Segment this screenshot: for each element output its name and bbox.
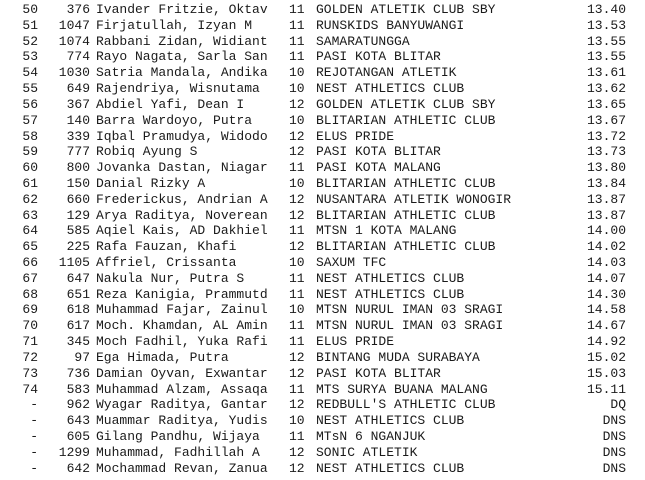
athlete-name-cell: Abdiel Yafi, Dean I [96, 96, 245, 112]
club-cell: GOLDEN ATLETIK CLUB SBY [316, 96, 496, 112]
result-row [0, 176, 645, 192]
grade-cell: 11 [289, 17, 305, 33]
place-cell: 61 [22, 175, 38, 191]
result-row [0, 81, 645, 97]
place-cell: 50 [22, 2, 38, 17]
grade-cell: 11 [289, 223, 305, 239]
result-row [0, 413, 645, 429]
club-cell: MTS SURYA BUANA MALANG [316, 381, 488, 397]
club-cell: ELUS PRIDE [316, 334, 395, 350]
athlete-name-cell: Jovanka Dastan, Niagar [96, 160, 268, 176]
time-cell: 15.02 [586, 349, 626, 365]
bib-cell: 649 [66, 81, 90, 97]
time-cell: 14.92 [586, 334, 626, 350]
athlete-name-cell: Barra Wardoyo, Putra [96, 112, 253, 128]
place-cell: 55 [22, 81, 38, 97]
grade-cell: 12 [289, 444, 305, 460]
time-cell: 14.02 [586, 239, 626, 255]
bib-cell: 777 [66, 144, 90, 160]
results-list [0, 2, 645, 476]
grade-cell: 11 [289, 49, 305, 65]
club-cell: NEST ATHLETICS CLUB [316, 460, 465, 476]
place-cell: 67 [22, 270, 38, 286]
grade-cell: 10 [289, 255, 305, 270]
grade-cell: 12 [289, 349, 305, 365]
grade-cell: 12 [289, 96, 305, 112]
time-cell: DNS [602, 444, 626, 460]
grade-cell: 12 [289, 144, 305, 160]
grade-cell: 11 [289, 286, 305, 302]
athlete-name-cell: Arya Raditya, Noverean [96, 207, 268, 223]
club-cell: RUNSKIDS BANYUWANGI [316, 17, 465, 33]
result-row [0, 34, 645, 50]
grade-cell: 11 [289, 428, 305, 444]
time-cell: 13.55 [586, 33, 626, 49]
club-cell: NUSANTARA ATLETIK WONOGIR [316, 191, 512, 207]
grade-cell: 12 [289, 239, 305, 255]
time-cell: 13.87 [586, 207, 626, 223]
grade-cell: 10 [289, 65, 305, 81]
athlete-name-cell: Reza Kanigia, Prammutd [96, 286, 268, 302]
result-row [0, 18, 645, 34]
place-cell: 71 [22, 334, 38, 350]
club-cell: BLITARIAN ATHLETIC CLUB [316, 112, 496, 128]
place-cell: 57 [22, 112, 38, 128]
athlete-name-cell: Rajendriya, Wisnutama [96, 81, 260, 97]
athlete-name-cell: Danial Rizky A [96, 175, 206, 191]
bib-cell: 150 [66, 175, 90, 191]
bib-cell: 140 [66, 112, 90, 128]
club-cell: BLITARIAN ATHLETIC CLUB [316, 207, 496, 223]
club-cell: NEST ATHLETICS CLUB [316, 270, 465, 286]
club-cell: REJOTANGAN ATLETIK [316, 65, 457, 81]
grade-cell: 12 [289, 191, 305, 207]
athlete-name-cell: Nakula Nur, Putra S [96, 270, 245, 286]
bib-cell: 736 [66, 365, 90, 381]
athlete-name-cell: Satria Mandala, Andika [96, 65, 268, 81]
athlete-name-cell: Muammar Raditya, Yudis [96, 413, 268, 429]
bib-cell: 129 [66, 207, 90, 223]
club-cell: MTSN NURUL IMAN 03 SRAGI [316, 302, 504, 318]
result-row [0, 350, 645, 366]
bib-cell: 225 [66, 239, 90, 255]
athlete-name-cell: Aqiel Kais, AD Dakhiel [96, 223, 268, 239]
club-cell: GOLDEN ATLETIK CLUB SBY [316, 2, 496, 17]
club-cell: NEST ATHLETICS CLUB [316, 81, 465, 97]
place-cell: - [30, 460, 38, 476]
club-cell: ELUS PRIDE [316, 128, 395, 144]
club-cell: REDBULL'S ATHLETIC CLUB [316, 397, 496, 413]
athlete-name-cell: Ivander Fritzie, Oktav [96, 2, 268, 17]
club-cell: BLITARIAN ATHLETIC CLUB [316, 175, 496, 191]
place-cell: 56 [22, 96, 38, 112]
grade-cell: 11 [289, 381, 305, 397]
bib-cell: 367 [66, 96, 90, 112]
place-cell: 51 [22, 17, 38, 33]
result-row [0, 366, 645, 382]
time-cell: 13.87 [586, 191, 626, 207]
result-row [0, 223, 645, 239]
time-cell: 14.30 [586, 286, 626, 302]
bib-cell: 647 [66, 270, 90, 286]
place-cell: 64 [22, 223, 38, 239]
place-cell: 63 [22, 207, 38, 223]
grade-cell: 12 [289, 397, 305, 413]
result-row [0, 255, 645, 271]
grade-cell: 11 [289, 318, 305, 334]
time-cell: 14.67 [586, 318, 626, 334]
athlete-name-cell: Muhammad Fajar, Zainul [96, 302, 268, 318]
club-cell: SAMARATUNGGA [316, 33, 410, 49]
result-row [0, 208, 645, 224]
place-cell: 52 [22, 33, 38, 49]
athlete-name-cell: Damian Oyvan, Exwantar [96, 365, 268, 381]
place-cell: 72 [22, 349, 38, 365]
place-cell: 59 [22, 144, 38, 160]
athlete-name-cell: Rabbani Zidan, Widiant [96, 33, 268, 49]
bib-cell: 585 [66, 223, 90, 239]
time-cell: 13.65 [586, 96, 626, 112]
bib-cell: 605 [66, 428, 90, 444]
grade-cell: 12 [289, 207, 305, 223]
time-cell: 15.11 [586, 381, 626, 397]
bib-cell: 97 [74, 349, 90, 365]
athlete-name-cell: Wyagar Raditya, Gantar [96, 397, 268, 413]
club-cell: BINTANG MUDA SURABAYA [316, 349, 480, 365]
grade-cell: 10 [289, 302, 305, 318]
club-cell: PASI KOTA BLITAR [316, 365, 441, 381]
place-cell: 60 [22, 160, 38, 176]
time-cell: 13.73 [586, 144, 626, 160]
time-cell: DNS [602, 460, 626, 476]
club-cell: BLITARIAN ATHLETIC CLUB [316, 239, 496, 255]
grade-cell: 10 [289, 413, 305, 429]
time-cell: 13.40 [586, 2, 626, 17]
grade-cell: 10 [289, 112, 305, 128]
result-row [0, 429, 645, 445]
grade-cell: 10 [289, 175, 305, 191]
bib-cell: 345 [66, 334, 90, 350]
grade-cell: 11 [289, 160, 305, 176]
bib-cell: 618 [66, 302, 90, 318]
time-cell: 14.07 [586, 270, 626, 286]
place-cell: 65 [22, 239, 38, 255]
bib-cell: 651 [66, 286, 90, 302]
time-cell: 14.00 [586, 223, 626, 239]
place-cell: 70 [22, 318, 38, 334]
grade-cell: 11 [289, 334, 305, 350]
result-row [0, 271, 645, 287]
time-cell: 13.62 [586, 81, 626, 97]
bib-cell: 376 [66, 2, 90, 17]
bib-cell: 1105 [58, 255, 90, 270]
grade-cell: 12 [289, 365, 305, 381]
bib-cell: 339 [66, 128, 90, 144]
athlete-name-cell: Moch Fadhil, Yuka Rafi [96, 334, 268, 350]
athlete-name-cell: Mochammad Revan, Zanua [96, 460, 268, 476]
place-cell: 53 [22, 49, 38, 65]
time-cell: DNS [602, 428, 626, 444]
result-row [0, 382, 645, 398]
club-cell: PASI KOTA BLITAR [316, 144, 441, 160]
club-cell: SONIC ATLETIK [316, 444, 418, 460]
result-row [0, 461, 645, 477]
grade-cell: 11 [289, 270, 305, 286]
bib-cell: 642 [66, 460, 90, 476]
grade-cell: 11 [289, 33, 305, 49]
result-row [0, 192, 645, 208]
place-cell: 69 [22, 302, 38, 318]
result-row [0, 334, 645, 350]
result-row [0, 97, 645, 113]
place-cell: 58 [22, 128, 38, 144]
club-cell: MTSN NURUL IMAN 03 SRAGI [316, 318, 504, 334]
place-cell: 68 [22, 286, 38, 302]
grade-cell: 11 [289, 2, 305, 17]
place-cell: - [30, 397, 38, 413]
time-cell: 13.84 [586, 175, 626, 191]
bib-cell: 774 [66, 49, 90, 65]
time-cell: 15.03 [586, 365, 626, 381]
time-cell: 13.72 [586, 128, 626, 144]
result-row [0, 287, 645, 303]
bib-cell: 660 [66, 191, 90, 207]
result-row [0, 65, 645, 81]
athlete-name-cell: Ega Himada, Putra [96, 349, 229, 365]
athlete-name-cell: Frederickus, Andrian A [96, 191, 268, 207]
club-cell: MTsN 6 NGANJUK [316, 428, 426, 444]
athlete-name-cell: Iqbal Pramudya, Widodo [96, 128, 268, 144]
result-row [0, 129, 645, 145]
place-cell: 74 [22, 381, 38, 397]
grade-cell: 12 [289, 128, 305, 144]
place-cell: 73 [22, 365, 38, 381]
time-cell: DNS [602, 413, 626, 429]
result-row [0, 318, 645, 334]
bib-cell: 1074 [58, 33, 90, 49]
bib-cell: 962 [66, 397, 90, 413]
time-cell: 14.58 [586, 302, 626, 318]
athlete-name-cell: Affriel, Crissanta [96, 255, 237, 270]
result-row [0, 160, 645, 176]
result-row [0, 113, 645, 129]
time-cell: 13.53 [586, 17, 626, 33]
club-cell: SAXUM TFC [316, 255, 387, 270]
bib-cell: 617 [66, 318, 90, 334]
bib-cell: 1030 [58, 65, 90, 81]
result-row [0, 302, 645, 318]
bib-cell: 800 [66, 160, 90, 176]
club-cell: NEST ATHLETICS CLUB [316, 286, 465, 302]
athlete-name-cell: Moch. Khamdan, AL Amin [96, 318, 268, 334]
athlete-name-cell: Firjatullah, Izyan M [96, 17, 253, 33]
result-row [0, 397, 645, 413]
bib-cell: 1047 [58, 17, 90, 33]
grade-cell: 10 [289, 81, 305, 97]
athlete-name-cell: Robiq Ayung S [96, 144, 198, 160]
place-cell: - [30, 444, 38, 460]
time-cell: 13.55 [586, 49, 626, 65]
athlete-name-cell: Muhammad, Fadhillah A [96, 444, 260, 460]
athlete-name-cell: Rayo Nagata, Sarla San [96, 49, 268, 65]
bib-cell: 643 [66, 413, 90, 429]
result-row [0, 239, 645, 255]
club-cell: PASI KOTA BLITAR [316, 49, 441, 65]
time-cell: DQ [610, 397, 626, 413]
result-row [0, 2, 645, 18]
time-cell: 14.03 [586, 255, 626, 270]
time-cell: 13.80 [586, 160, 626, 176]
club-cell: PASI KOTA MALANG [316, 160, 441, 176]
place-cell: 62 [22, 191, 38, 207]
bib-cell: 1299 [58, 444, 90, 460]
club-cell: NEST ATHLETICS CLUB [316, 413, 465, 429]
athlete-name-cell: Muhammad Alzam, Assaqa [96, 381, 268, 397]
result-row [0, 49, 645, 65]
place-cell: 54 [22, 65, 38, 81]
result-row [0, 445, 645, 461]
athlete-name-cell: Gilang Pandhu, Wijaya [96, 428, 260, 444]
place-cell: 66 [22, 255, 38, 270]
place-cell: - [30, 413, 38, 429]
time-cell: 13.61 [586, 65, 626, 81]
athlete-name-cell: Rafa Fauzan, Khafi [96, 239, 237, 255]
club-cell: MTSN 1 KOTA MALANG [316, 223, 457, 239]
time-cell: 13.67 [586, 112, 626, 128]
bib-cell: 583 [66, 381, 90, 397]
grade-cell: 12 [289, 460, 305, 476]
result-row [0, 144, 645, 160]
place-cell: - [30, 428, 38, 444]
